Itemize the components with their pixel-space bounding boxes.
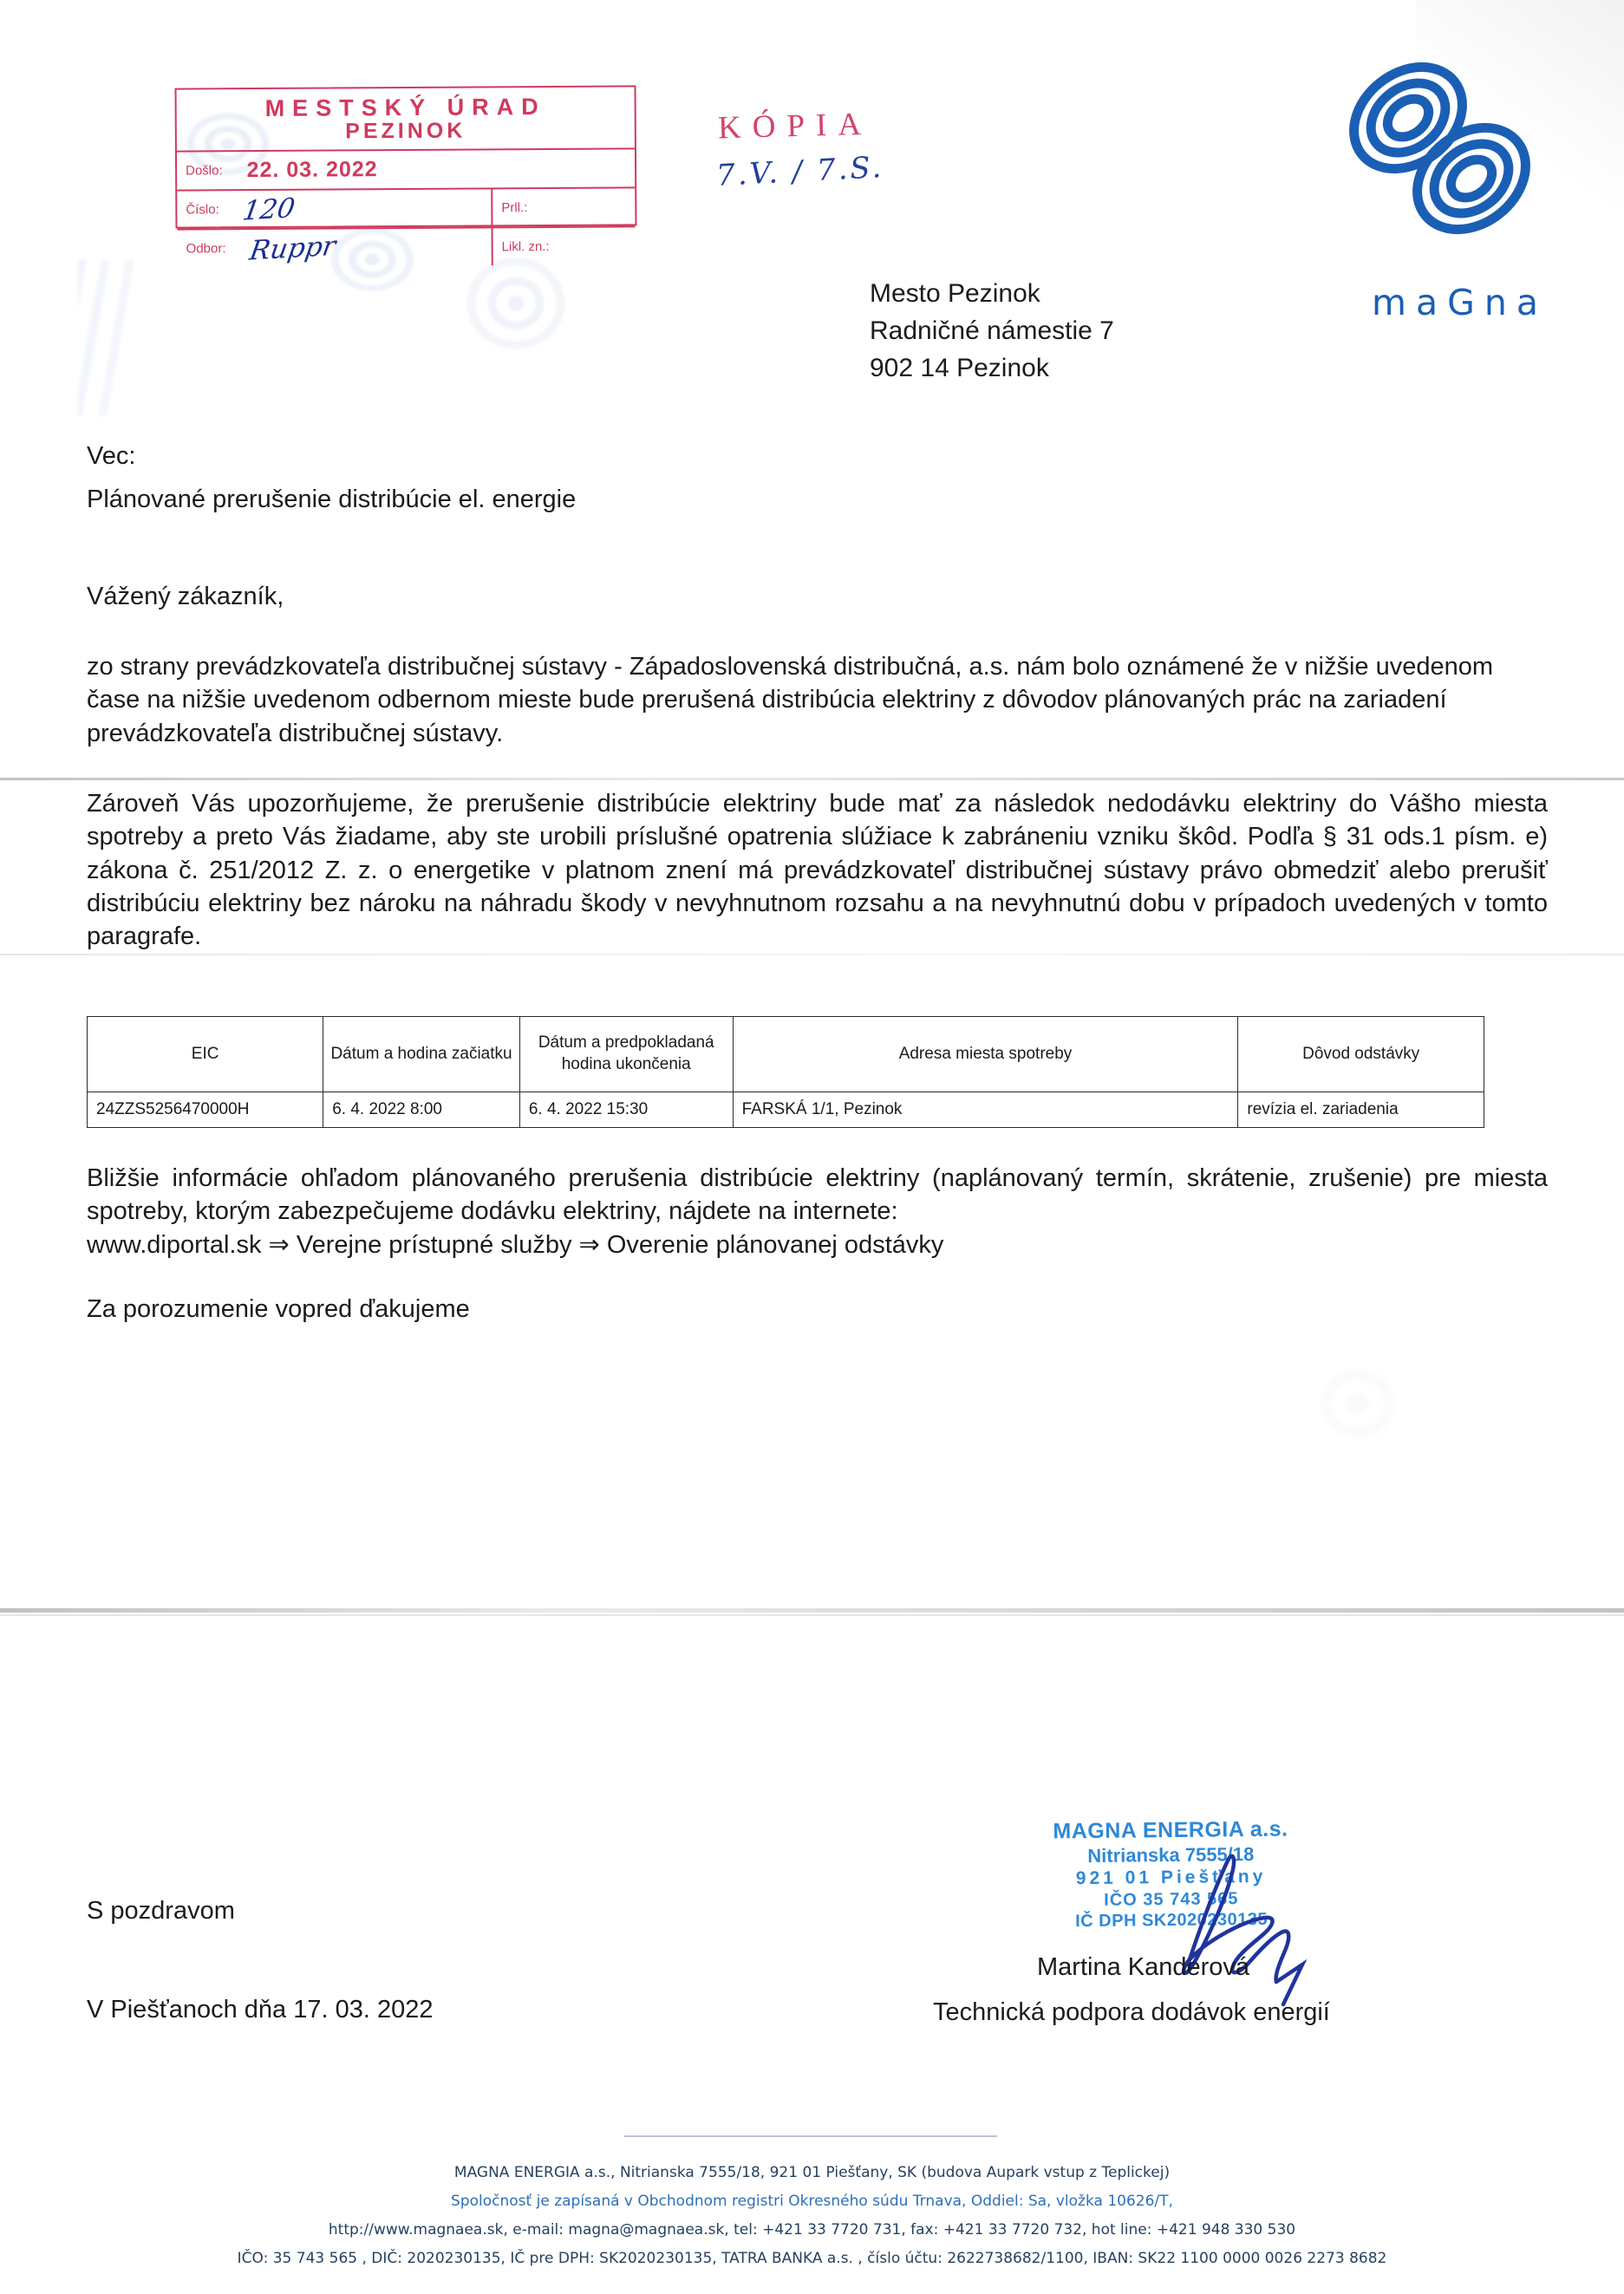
addressee-block (870, 276, 1114, 388)
subject-label: Vec: (87, 442, 136, 470)
incoming-stamp-attachments-cell (492, 188, 635, 226)
copy-stamp-handwriting: 7.V. / 7.S. (715, 149, 885, 194)
cell-reason: revízia el. zariadenia (1238, 1092, 1484, 1128)
company-stamp-line1: MAGNA ENERGIA a.s. (1053, 1816, 1288, 1844)
signer-name: Martina Kanderová (1037, 1953, 1250, 1981)
incoming-stamp-file-mark-label: Likl. zn.: (501, 238, 550, 255)
company-stamp-line2: Nitrianska 7555/18 (1087, 1842, 1255, 1867)
diportal-link[interactable]: www.diportal.sk ⇒ Verejne prístupné služby ⇒ Overenie plánovanej odstávky (87, 1230, 944, 1259)
column-header-address: Adresa miesta spotreby (733, 1017, 1238, 1092)
addressee-line2: Radničné námestie 7 (870, 316, 1114, 345)
cell-end: 6. 4. 2022 15:30 (519, 1092, 733, 1128)
footer-block (0, 2159, 1624, 2274)
regards-line: S pozdravom (87, 1897, 235, 1925)
footer-line-address: MAGNA ENERGIA a.s., Nitrianska 7555/18, 921 01 Piešťany, SK (budova Aupark vstup z Teplickej) (453, 2164, 1171, 2181)
subject-text: Plánované prerušenie distribúcie el. energie (87, 486, 577, 513)
outage-table-body (88, 1092, 1484, 1128)
copy-stamp: KÓPIA (717, 106, 873, 147)
incoming-stamp-org-line1: MESTSKÝ ÚRAD (264, 93, 546, 121)
company-stamp-line3: 921 01 Piešťany (1075, 1867, 1267, 1889)
column-header-start: Dátum a hodina začiatku (323, 1017, 520, 1092)
paper-watermark (78, 260, 442, 416)
footer-line-registry: Spoločnosť je zapísaná v Obchodnom registri Okresného súdu Trnava, Oddiel: Sa, vložka 10626/T, (451, 2193, 1173, 2211)
footer-line-contacts: http://www.magnaea.sk, e-mail: magna@magnaea.sk, tel: +421 33 7720 731, fax: +421 33 7720 732, hot line: +421 948 330 530 (328, 2221, 1296, 2239)
footer-divider (624, 2135, 997, 2137)
incoming-stamp-received-row (177, 149, 635, 191)
incoming-stamp-number-row (177, 188, 635, 230)
incoming-stamp-number-label: Číslo: (186, 202, 219, 218)
outage-table-head (88, 1017, 1484, 1092)
cell-start: 6. 4. 2022 8:00 (323, 1092, 520, 1128)
outage-table (87, 1016, 1484, 1128)
paragraph-1: zo strany prevádzkovateľa distribučnej sústavy - Západoslovenská distribučná, a.s. nám bolo oznámené že v nižšie uvedenom čase na nižšie uvedenom odbernom mieste bude prerušená distribúcia elektriny z dôvodov plánovaných prác na zariadení prevádzkovateľa distribučnej sústavy. (87, 653, 1494, 747)
company-stamp (1053, 1816, 1288, 1933)
table-header-row (88, 1017, 1484, 1092)
magna-logo-icon (1327, 42, 1544, 241)
incoming-mail-stamp (175, 85, 637, 267)
table-row (88, 1092, 1484, 1128)
incoming-stamp-received-cell (177, 149, 635, 189)
magna-wordmark: maGna (1372, 282, 1548, 323)
incoming-stamp-department-row (178, 227, 636, 267)
scan-artifact-line (0, 1614, 1624, 1616)
incoming-stamp-received-value: 22. 03. 2022 (246, 157, 378, 183)
column-header-reason: Dôvod odstávky (1238, 1017, 1484, 1092)
incoming-stamp-number-cell (177, 189, 492, 228)
incoming-stamp-number-value: 120 (240, 192, 297, 227)
thanks-line: Za porozumenie vopred ďakujeme (87, 1295, 470, 1323)
scan-artifact-line (0, 1608, 1624, 1613)
footer-line-identifiers: IČO: 35 743 565 , DIČ: 2020230135, IČ pre DPH: SK2020230135, TATRA BANKA a.s. , číslo účtu: 2622738682/1100, IBAN: SK22 1100 0000 0026 2273 8682 (237, 2250, 1387, 2268)
incoming-stamp-department-label: Odbor: (186, 241, 226, 257)
column-header-eic: EIC (88, 1017, 323, 1092)
place-and-date: V Piešťanoch dňa 17. 03. 2022 (87, 1996, 434, 2024)
addressee-line1: Mesto Pezinok (870, 279, 1040, 308)
paragraph-3 (87, 1162, 1548, 1261)
signer-role: Technická podpora dodávok energií (933, 1998, 1330, 2026)
salutation: Vážený zákazník, (87, 583, 284, 610)
scan-artifact-line (0, 954, 1624, 955)
column-header-end: Dátum a predpokladaná hodina ukončenia (519, 1017, 733, 1092)
addressee-line3: 902 14 Pezinok (870, 353, 1049, 382)
incoming-stamp-file-mark-cell (493, 227, 636, 265)
paragraph-2: Zároveň Vás upozorňujeme, že prerušenie distribúcie elektriny bude mať za následok nedodávku elektriny do Vášho miesta spotreby a preto Vás žiadame, aby ste urobili príslušné opatrenia slúžiace k zabráneniu vzniku škôd. Podľa § 31 ods.1 písm. e) zákona č. 251/2012 Z. z. o energetike v platnom znení má prevádzkovateľ distribučnej sústavy právo obmedziť alebo prerušiť distribúciu elektriny bez nároku na náhradu škody v nevyhnutnom rozsahu a na nevyhnutnú dobu v prípadoch uvedených v tomto paragrafe. (87, 790, 1548, 951)
incoming-stamp-attachments-label: Prll.: (501, 200, 528, 216)
paragraph-3-text: Bližšie informácie ohľadom plánovaného prerušenia distribúcie elektriny (naplánovaný termín, skrátenie, zrušenie) pre miesta spotreby, ktorým zabezpečujeme dodávku elektriny, nájdete na internete: (87, 1164, 1548, 1226)
incoming-stamp-department-cell (178, 228, 493, 267)
incoming-stamp-received-label: Došlo: (186, 163, 223, 179)
company-stamp-line4: IČO 35 743 565 (1104, 1889, 1239, 1910)
company-stamp-line5: IČ DPH SK2020230135 (1075, 1910, 1269, 1932)
incoming-stamp-header (177, 87, 635, 152)
incoming-stamp-org-line2: PEZINOK (345, 118, 466, 144)
incoming-stamp-department-value: Ruppr (247, 230, 338, 267)
paper-watermark (1110, 1240, 1561, 1604)
scan-artifact-line (0, 778, 1624, 780)
cell-eic: 24ZZS5256470000H (88, 1092, 323, 1128)
cell-address: FARSKÁ 1/1, Pezinok (733, 1092, 1238, 1128)
